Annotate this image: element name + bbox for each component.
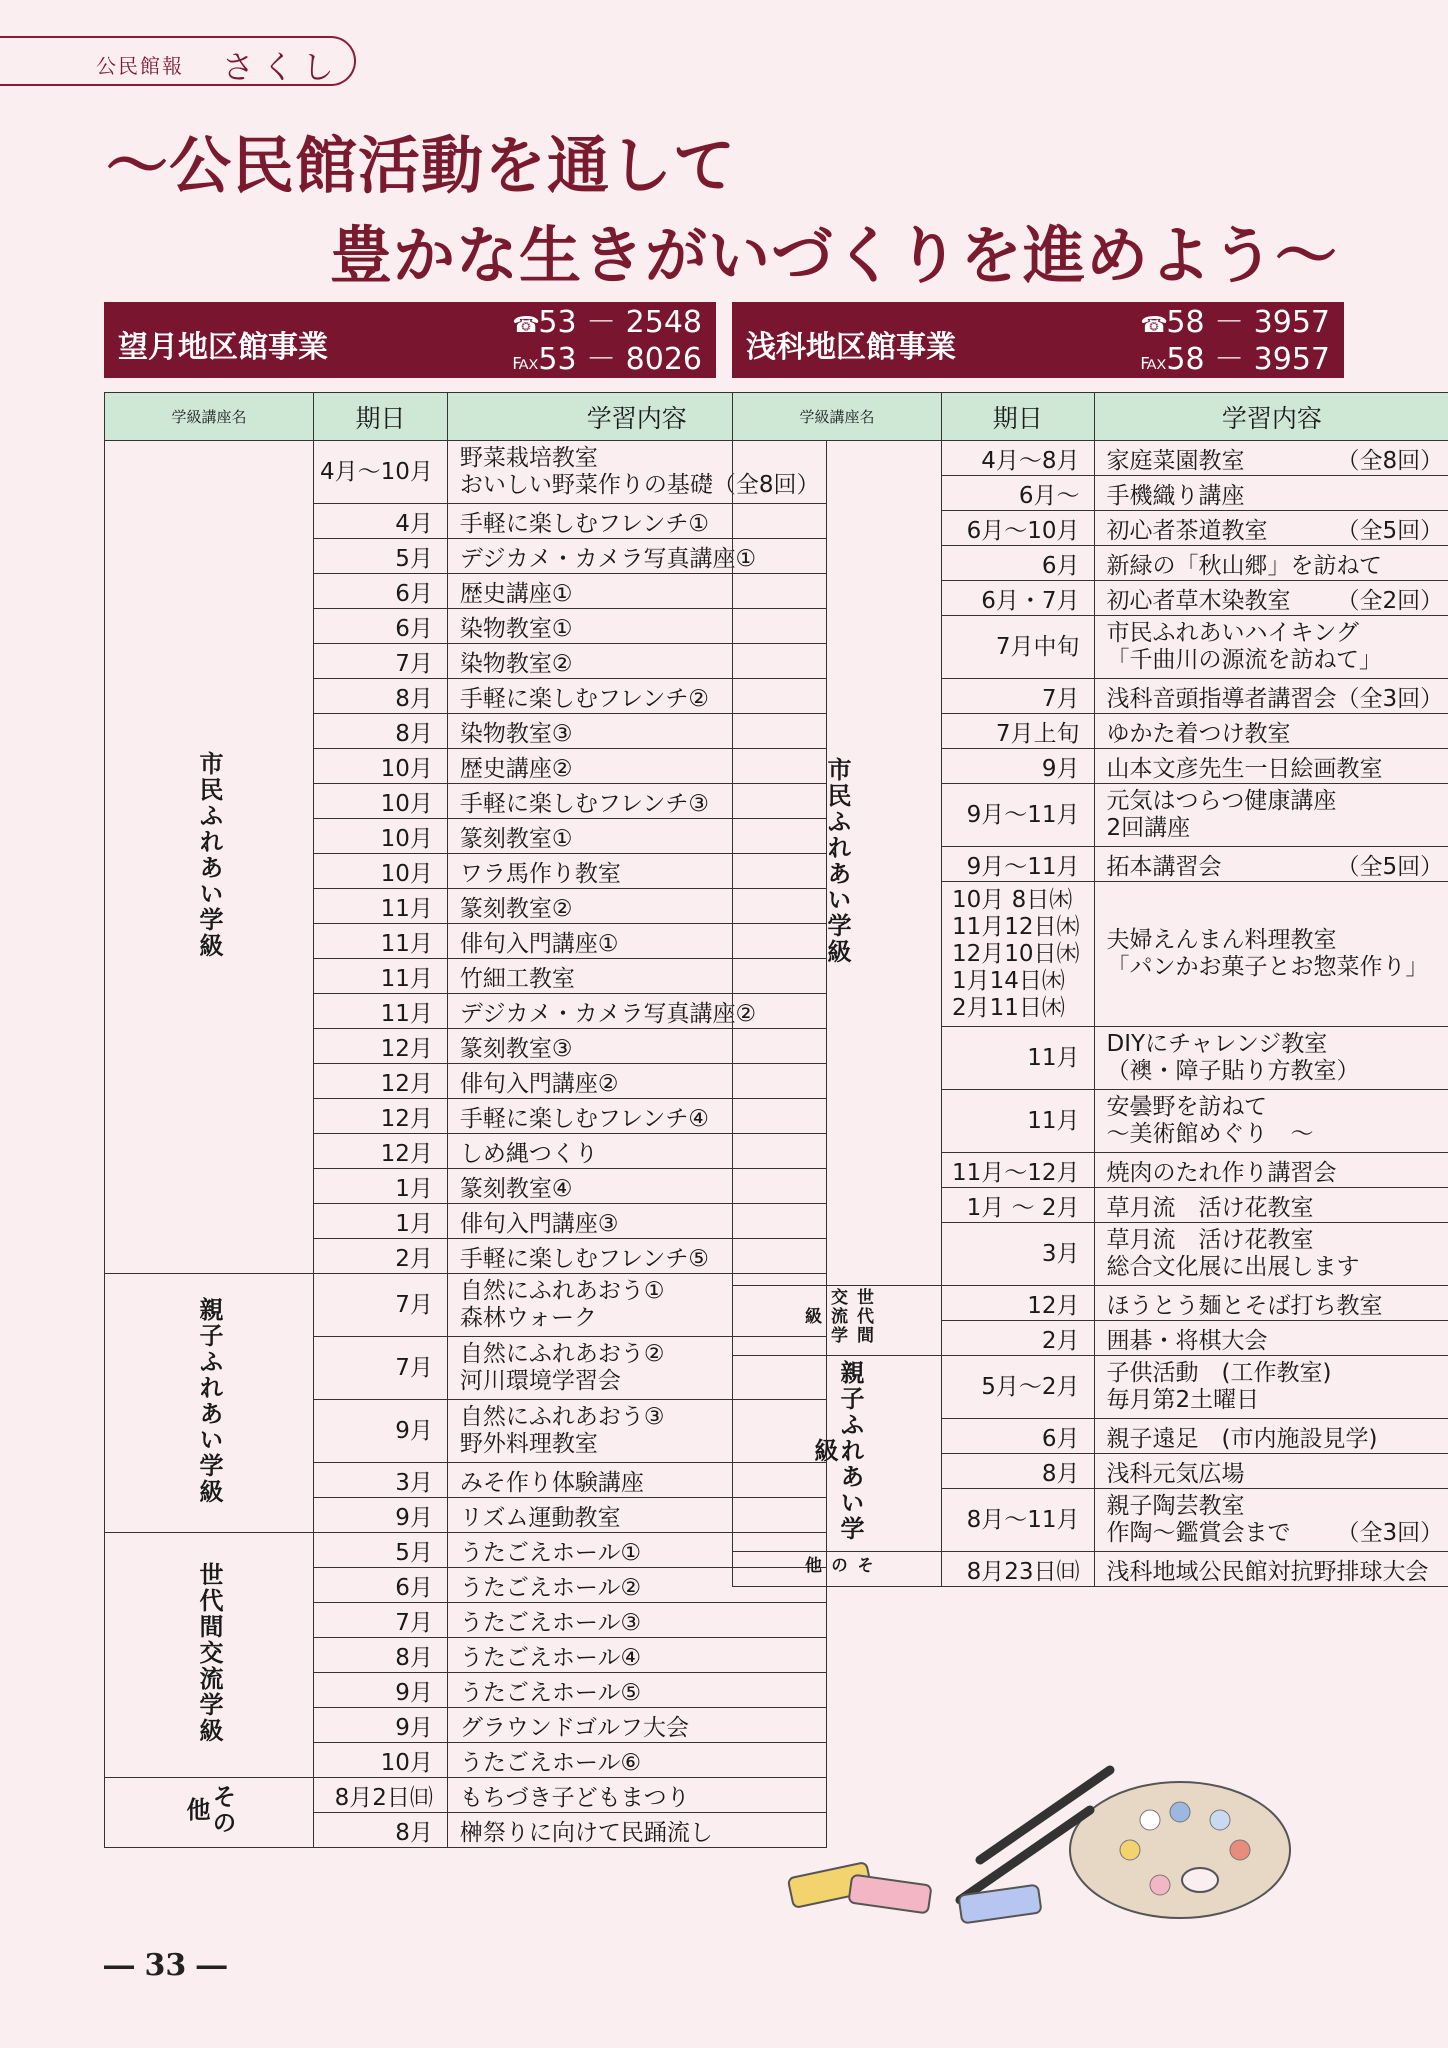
date-cell [314, 1337, 448, 1400]
date-text: 11月 [380, 895, 433, 922]
content-cell [1094, 784, 1448, 847]
content-text-sub: 「パンかお菓子とお惣菜作り」 [1106, 954, 1429, 980]
table-row [733, 441, 1448, 476]
date-text: 6月～ [1018, 482, 1080, 509]
date-text: 9月 [395, 1714, 433, 1741]
date-cell [942, 749, 1095, 784]
mochizuki-fax: 53 － 8026 [538, 342, 702, 377]
date-cell [314, 959, 448, 994]
date-cell [942, 1489, 1095, 1552]
header-label: 公民館報 [96, 54, 184, 78]
content-cell [447, 1778, 826, 1813]
date-cell [314, 854, 448, 889]
date-text: 6月・7月 [981, 587, 1080, 614]
content-text: うたごえホール③ [459, 1609, 642, 1636]
table-row [733, 1356, 1448, 1419]
header-name: さくし [222, 48, 343, 86]
date-cell [314, 994, 448, 1029]
date-cell [314, 574, 448, 609]
content-cell [1094, 1153, 1448, 1188]
content-text-sub: 森林ウォーク [459, 1305, 597, 1331]
content-cell [1094, 511, 1448, 546]
date-cell [314, 1778, 448, 1813]
date-cell [942, 441, 1095, 476]
content-text: 自然にふれあおう③ [459, 1404, 665, 1430]
header-row [105, 393, 827, 441]
paint-tube-icon [848, 1875, 931, 1914]
date-text: 4月～10月 [320, 458, 433, 485]
content-text: グラウンドゴルフ大会 [459, 1714, 689, 1741]
asashina-tel: 58 － 3957 [1166, 305, 1330, 340]
content-text: ほうとう麺とそば打ち教室 [1106, 1292, 1383, 1319]
content-text-sub: 「千曲川の源流を訪ねて」 [1106, 647, 1382, 673]
date-cell [942, 476, 1095, 511]
date-cell [314, 819, 448, 854]
date-line: 11月12日㈭ [952, 913, 1080, 940]
date-text: 11月 [1027, 1044, 1080, 1071]
date-cell [942, 679, 1095, 714]
category-label: 世代間交流学級 [801, 1288, 873, 1345]
content-text: 浅科元気広場 [1106, 1460, 1245, 1487]
content-text: 浅科音頭指導者講習会 [1106, 685, 1337, 712]
date-cell [314, 1708, 448, 1743]
content-text: うたごえホール② [459, 1574, 642, 1601]
date-text: 3月 [395, 1469, 433, 1496]
category-label: 市民ふれあい学級 [195, 750, 224, 959]
table-row [733, 1286, 1448, 1321]
date-cell [314, 1638, 448, 1673]
date-cell [314, 1029, 448, 1064]
content-text: 野菜栽培教室 [459, 445, 598, 471]
date-text: 10月 [380, 790, 433, 817]
page-title-line1: ～公民館活動を通して [106, 129, 737, 202]
content-text: 手軽に楽しむフレンチ③ [459, 790, 710, 817]
date-text: 8月 [395, 1819, 433, 1846]
content-text: 草月流 活け花教室 [1106, 1194, 1314, 1221]
date-cell [314, 1813, 448, 1848]
content-text-sub: 河川環境学習会 [459, 1368, 621, 1394]
date-text: 4月～8月 [981, 447, 1080, 474]
date-cell [942, 1153, 1095, 1188]
content-text: 篆刻教室③ [459, 1035, 573, 1062]
date-cell [942, 714, 1095, 749]
category-label: その他 [182, 1784, 237, 1836]
date-line: 1月14日㈭ [952, 967, 1065, 994]
date-text: 7月 [1041, 685, 1080, 712]
date-cell [314, 1099, 448, 1134]
page-title-line2: 豊かな生きがいづくりを進めよう～ [330, 219, 1339, 292]
date-text: 8月 [1041, 1460, 1080, 1487]
date-text: 5月～2月 [981, 1373, 1080, 1400]
content-cell [447, 1708, 826, 1743]
content-text: 篆刻教室④ [459, 1175, 573, 1202]
content-text: しめ縄つくり [459, 1140, 598, 1167]
content-text-sub: 総合文化展に出展します [1106, 1254, 1360, 1280]
date-cell [942, 847, 1095, 882]
content-text: 自然にふれあおう① [459, 1278, 665, 1304]
date-cell [314, 1498, 448, 1533]
content-text: 俳句入門講座② [459, 1070, 619, 1097]
table-row [105, 1533, 827, 1568]
date-cell [314, 1603, 448, 1638]
date-line: 2月11日㈭ [952, 994, 1065, 1021]
date-text: 8月23日㈰ [966, 1558, 1080, 1585]
date-cell [942, 784, 1095, 847]
date-text: 6月 [1041, 1425, 1080, 1452]
page-number: ― 33 ― [104, 1948, 227, 1983]
date-text: 5月 [395, 1539, 433, 1566]
date-text: 10月 [380, 1749, 433, 1776]
content-text: うたごえホール⑥ [459, 1749, 642, 1776]
date-cell [314, 441, 448, 504]
content-text: 囲碁・将棋大会 [1106, 1327, 1268, 1354]
col-header-date: 期日 [942, 393, 1095, 441]
content-cell [1094, 1454, 1448, 1489]
content-text: 俳句入門講座③ [459, 1210, 619, 1237]
date-cell [942, 1419, 1095, 1454]
date-text: 7月 [395, 650, 433, 677]
content-cell [1094, 1286, 1448, 1321]
fax-icon: ℻ [512, 350, 539, 375]
date-cell [314, 1743, 448, 1778]
date-text: 12月 [380, 1035, 433, 1062]
phone-icon: ☎ [1140, 313, 1168, 338]
content-text: 新緑の「秋山郷」を訪ねて [1106, 552, 1382, 579]
content-cell [1094, 882, 1448, 1027]
date-cell [942, 1223, 1095, 1286]
date-text: 2月 [1041, 1327, 1080, 1354]
table-row [105, 1778, 827, 1813]
date-text: 8月2日㈰ [334, 1784, 433, 1811]
content-text: 焼肉のたれ作り講習会 [1106, 1159, 1337, 1186]
category-cell [733, 1286, 942, 1356]
content-text: デジカメ・カメラ写真講座② [459, 1000, 757, 1027]
date-cell [314, 889, 448, 924]
mochizuki-header [104, 302, 716, 378]
content-cell [1094, 847, 1448, 882]
content-cell [447, 1743, 826, 1778]
session-count: （全8回） [1336, 447, 1444, 474]
content-cell [1094, 1356, 1448, 1419]
content-text: ワラ馬作り教室 [459, 860, 621, 887]
content-text-sub: ～美術館めぐり ～ [1106, 1121, 1314, 1147]
content-cell [1094, 1188, 1448, 1223]
content-text: DIYにチャレンジ教室 [1106, 1031, 1328, 1057]
date-text: 9月～11月 [966, 853, 1080, 880]
content-cell [1094, 441, 1448, 476]
date-cell [314, 924, 448, 959]
date-cell [942, 1090, 1095, 1153]
content-cell [1094, 1489, 1448, 1552]
content-text: 染物教室① [459, 615, 573, 642]
date-text: 10月 [380, 755, 433, 782]
date-text: 3月 [1041, 1240, 1080, 1267]
content-text-sub: おいしい野菜作りの基礎（全8回） [459, 472, 820, 498]
mochizuki-table [104, 392, 827, 1848]
date-text: 6月 [395, 580, 433, 607]
date-line: 12月10日㈭ [952, 940, 1080, 967]
table-row [105, 1274, 827, 1337]
content-text: 初心者茶道教室 [1106, 517, 1268, 544]
content-text: 安曇野を訪ねて [1106, 1094, 1267, 1120]
date-text: 6月 [1041, 552, 1080, 579]
date-cell [942, 616, 1095, 679]
date-text: 8月 [395, 685, 433, 712]
content-cell [1094, 1552, 1448, 1587]
content-cell [1094, 1027, 1448, 1090]
date-text: 6月～10月 [966, 517, 1080, 544]
date-text: 7月 [395, 1291, 433, 1318]
content-text: 竹細工教室 [459, 965, 575, 992]
content-text: 市民ふれあいハイキング [1106, 620, 1359, 646]
content-text-sub: 2回講座 [1106, 815, 1191, 841]
content-text: 染物教室② [459, 650, 573, 677]
col-header-category: 学級講座名 [105, 393, 314, 441]
category-cell [733, 1356, 942, 1552]
date-cell [314, 1204, 448, 1239]
content-text: 自然にふれあおう② [459, 1341, 665, 1367]
session-count: （全2回） [1336, 587, 1444, 614]
content-cell [447, 1673, 826, 1708]
asashina-title: 浅科地区館事業 [746, 330, 956, 365]
date-text: 12月 [1027, 1292, 1080, 1319]
category-cell [105, 1778, 314, 1848]
category-cell [105, 1533, 314, 1778]
date-cell [314, 1400, 448, 1463]
table-row [733, 1552, 1448, 1587]
content-cell [1094, 1321, 1448, 1356]
date-text: 7月上旬 [995, 720, 1080, 747]
date-cell [314, 1064, 448, 1099]
session-count: （全3回） [1336, 1520, 1444, 1546]
content-text: 浅科地域公民館対抗野排球大会 [1106, 1558, 1429, 1585]
content-cell [1094, 546, 1448, 581]
date-cell [314, 1673, 448, 1708]
date-text: 11月 [380, 965, 433, 992]
content-cell [1094, 1419, 1448, 1454]
content-cell [447, 1638, 826, 1673]
col-header-date: 期日 [314, 393, 448, 441]
date-text: 10月 [380, 825, 433, 852]
category-cell [733, 1552, 942, 1587]
date-cell [942, 546, 1095, 581]
category-label: 世代間交流学級 [195, 1561, 224, 1744]
date-cell [314, 1463, 448, 1498]
content-text: みそ作り体験講座 [459, 1469, 644, 1496]
content-text: うたごえホール⑤ [459, 1679, 642, 1706]
date-text: 7月 [395, 1609, 433, 1636]
date-cell [314, 679, 448, 714]
content-text: 歴史講座② [459, 755, 573, 782]
header-tab [0, 36, 356, 86]
date-text: 7月 [395, 1354, 433, 1381]
date-cell [314, 1274, 448, 1337]
date-text: 10月 [380, 860, 433, 887]
category-label: 親子ふれあい学級 [195, 1296, 224, 1505]
date-text: 11月 [380, 930, 433, 957]
header-row [733, 393, 1448, 441]
date-text: 12月 [380, 1140, 433, 1167]
col-header-content: 学習内容 [1094, 393, 1448, 441]
session-count: （全5回） [1336, 853, 1444, 880]
date-cell [942, 511, 1095, 546]
date-cell [942, 1286, 1095, 1321]
content-text: 親子遠足 (市内施設見学) [1106, 1425, 1378, 1452]
content-text: 家庭菜園教室 [1106, 447, 1245, 474]
date-cell [314, 1568, 448, 1603]
content-text: 親子陶芸教室 [1106, 1493, 1245, 1519]
date-text: 11月 [1027, 1107, 1080, 1134]
content-cell [1094, 476, 1448, 511]
mochizuki-title: 望月地区館事業 [118, 330, 328, 365]
date-cell [314, 714, 448, 749]
content-cell [1094, 679, 1448, 714]
content-cell [1094, 1223, 1448, 1286]
date-text: 8月～11月 [966, 1506, 1080, 1533]
date-cell [942, 1356, 1095, 1419]
date-text: 6月 [395, 615, 433, 642]
date-text: 7月中旬 [995, 633, 1080, 660]
date-cell [314, 609, 448, 644]
asashina-table [732, 392, 1448, 1587]
date-text: 4月 [395, 510, 433, 537]
content-text: うたごえホール① [459, 1539, 642, 1566]
content-text: 俳句入門講座① [459, 930, 619, 957]
content-text: 篆刻教室② [459, 895, 573, 922]
date-text: 9月～11月 [966, 801, 1080, 828]
category-label: 親子ふれあい学級 [810, 1360, 865, 1542]
category-label: 市民ふれあい学級 [823, 756, 852, 965]
date-cell [314, 1134, 448, 1169]
content-text: 手軽に楽しむフレンチ⑤ [459, 1245, 710, 1272]
date-cell [942, 1454, 1095, 1489]
date-cell [314, 1533, 448, 1568]
content-text: デジカメ・カメラ写真講座① [459, 545, 757, 572]
category-cell [105, 441, 314, 1274]
date-cell [314, 749, 448, 784]
content-cell [1094, 616, 1448, 679]
date-text: 9月 [395, 1504, 433, 1531]
content-text-sub: （襖・障子貼り方教室） [1106, 1058, 1360, 1084]
date-cell [942, 1321, 1095, 1356]
content-cell [1094, 1090, 1448, 1153]
content-text: 初心者草木染教室 [1106, 587, 1291, 614]
content-text: 手軽に楽しむフレンチ④ [459, 1105, 710, 1132]
date-text: 9月 [395, 1679, 433, 1706]
date-cell [314, 1239, 448, 1274]
category-label: その他 [801, 1555, 873, 1575]
content-text-sub: 毎月第2土曜日 [1106, 1387, 1260, 1413]
content-cell [1094, 714, 1448, 749]
content-text: 山本文彦先生一日絵画教室 [1106, 755, 1383, 782]
category-cell [733, 441, 942, 1286]
content-text: 染物教室③ [459, 720, 573, 747]
content-text: 篆刻教室① [459, 825, 573, 852]
mochizuki-tel: 53 － 2548 [538, 305, 702, 340]
date-text: 8月 [395, 720, 433, 747]
content-text: 拓本講習会 [1106, 853, 1222, 880]
date-text: 8月 [395, 1644, 433, 1671]
fax-icon: ℻ [1140, 350, 1167, 375]
col-header-content: 学習内容 [447, 393, 826, 441]
content-text: 榊祭りに向けて民踊流し [459, 1819, 713, 1846]
content-text-sub: 作陶～鑑賞会まで [1106, 1520, 1291, 1546]
session-count: （全5回） [1336, 517, 1444, 544]
date-cell [942, 882, 1095, 1027]
date-cell [314, 504, 448, 539]
content-text: うたごえホール④ [459, 1644, 642, 1671]
date-text: 5月 [395, 545, 433, 572]
date-cell [942, 1027, 1095, 1090]
date-text: 11月 [380, 1000, 433, 1027]
date-cell [314, 644, 448, 679]
content-cell [447, 1603, 826, 1638]
date-text: 2月 [395, 1245, 433, 1272]
content-text: ゆかた着つけ教室 [1106, 720, 1291, 747]
date-line: 10月 8日㈭ [952, 886, 1073, 913]
content-text: リズム運動教室 [459, 1504, 621, 1531]
content-text: 子供活動 (工作教室) [1106, 1360, 1332, 1386]
col-header-category: 学級講座名 [733, 393, 942, 441]
content-text: 夫婦えんまん料理教室 [1106, 927, 1337, 953]
content-text: 手軽に楽しむフレンチ① [459, 510, 710, 537]
date-text: 1月 [395, 1175, 433, 1202]
content-cell [1094, 749, 1448, 784]
asashina-fax: 58 － 3957 [1166, 342, 1330, 377]
content-text: 草月流 活け花教室 [1106, 1227, 1314, 1253]
date-text: 12月 [380, 1070, 433, 1097]
date-cell [942, 1188, 1095, 1223]
date-cell [314, 1169, 448, 1204]
content-text: 手軽に楽しむフレンチ② [459, 685, 710, 712]
date-text: 9月 [1041, 755, 1080, 782]
content-text: 元気はつらつ健康講座 [1106, 788, 1337, 814]
content-cell [447, 1813, 826, 1848]
date-text: 11月～12月 [952, 1159, 1080, 1186]
date-text: 1月 ～ 2月 [966, 1194, 1080, 1221]
asashina-header [732, 302, 1344, 378]
content-cell [1094, 581, 1448, 616]
content-text-sub: 野外料理教室 [459, 1431, 598, 1457]
date-cell [314, 539, 448, 574]
date-cell [942, 1552, 1095, 1587]
date-text: 9月 [395, 1417, 433, 1444]
content-text: 手機織り講座 [1106, 482, 1245, 509]
date-cell [942, 581, 1095, 616]
phone-icon: ☎ [512, 313, 540, 338]
session-count: （全3回） [1336, 685, 1444, 712]
date-cell [314, 784, 448, 819]
date-text: 6月 [395, 1574, 433, 1601]
category-cell [105, 1274, 314, 1533]
content-text: もちづき子どもまつり [459, 1784, 690, 1811]
date-text: 12月 [380, 1105, 433, 1132]
table-row [105, 441, 827, 504]
date-text: 1月 [395, 1210, 433, 1237]
paint-palette-illustration [780, 1750, 1300, 1930]
content-text: 歴史講座① [459, 580, 573, 607]
